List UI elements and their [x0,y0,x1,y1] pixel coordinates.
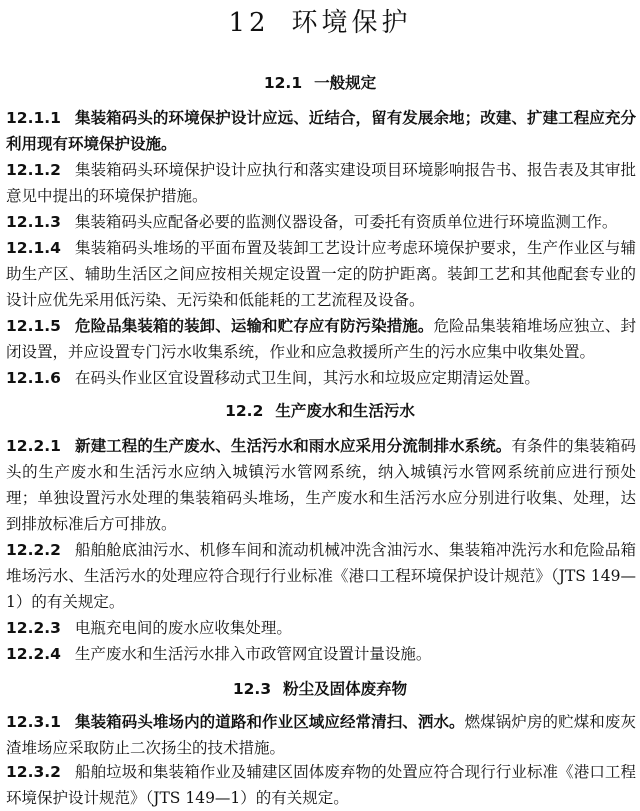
clause-bold-text: 新建工程的生产废水、生活污水和雨水应采用分流制排水系统。 [74,437,512,455]
section-title: 生产废水和生活污水 [275,402,415,420]
clause-number: 12.1.5 [6,317,61,335]
clause [6,365,636,391]
section-number: 12.1 [263,74,303,92]
clause-number: 12.1.4 [6,239,61,257]
clause-number: 12.2.4 [6,645,61,663]
clause [6,157,636,209]
section-title: 粉尘及固体废弃物 [283,680,408,698]
section-heading [0,71,640,93]
clause-text: 船舶垃圾和集装箱作业及辅建区固体废弃物的处置应符合现行行业标准《港口工程环境保护设计规范》（JTS 149—1）的有关规定。 [6,763,636,807]
chapter-number: 12 [228,8,270,38]
clause [6,759,636,811]
clause-number: 12.1.2 [6,161,61,179]
clause [6,235,636,313]
clause-number: 12.1.6 [6,369,61,387]
clause-bold-text: 集装箱码头的环境保护设计应远、近结合，留有发展余地；改建、扩建工程应充分利用现有环境保护设施。 [6,109,636,153]
clause [6,615,636,641]
clause-bold-text: 集装箱码头堆场内的道路和作业区域应经常清扫、洒水。 [74,713,465,731]
clause-text: 有条件的集装箱码头的生产废水和生活污水应纳入城镇污水管网系统，纳入城镇污水管网系统前应进行预处理；单独设置污水处理的集装箱码头堆场，生产废水和生活污水应分别进行收集、处理，达到排放标准后方可排放。 [6,437,636,533]
clause-number: 12.1.3 [6,213,61,231]
clause [6,709,636,761]
clause [6,313,636,365]
section-number: 12.2 [225,402,264,420]
clause-text: 集装箱码头环境保护设计应执行和落实建设项目环境影响报告书、报告表及其审批意见中提出的环境保护措施。 [6,161,636,205]
clause-number: 12.1.1 [6,109,61,127]
section-title: 一般规定 [314,74,377,92]
clause-text: 生产废水和生活污水排入市政管网宜设置计量设施。 [74,645,432,663]
chapter-title [0,2,640,39]
clause-number: 12.2.1 [6,437,61,455]
clause [6,105,636,157]
section-heading [0,677,640,699]
clause-text: 危险品集装箱堆场应独立、封闭设置，并应设置专门污水收集系统，作业和应急救援所产生的污水应集中收集处置。 [6,317,636,361]
section-heading [0,399,640,421]
clause-text: 在码头作业区宜设置移动式卫生间，其污水和垃圾应定期清运处置。 [74,369,540,387]
clause-text: 燃煤锅炉房的贮煤和废灰渣堆场应采取防止二次扬尘的技术措施。 [6,713,636,757]
clause [6,641,636,667]
clause-text: 船舶舱底油污水、机修车间和流动机械冲洗含油污水、集装箱冲洗污水和危险品箱堆场污水、生活污水的处理应符合现行行业标准《港口工程环境保护设计规范》（JTS 149—1）的有关规定。 [6,541,636,611]
clause-number: 12.2.2 [6,541,61,559]
clause-text: 集装箱码头堆场的平面布置及装卸工艺设计应考虑环境保护要求，生产作业区与辅助生产区、辅助生活区之间应按相关规定设置一定的防护距离。装卸工艺和其他配套专业的设计应优先采用低污染、无污染和低能耗的工艺流程及设备。 [6,239,636,309]
clause-text: 集装箱码头应配备必要的监测仪器设备，可委托有资质单位进行环境监测工作。 [74,213,618,231]
clause-number: 12.2.3 [6,619,61,637]
section-number: 12.3 [232,680,272,698]
chapter-title-text: 环境保护 [291,8,412,38]
clause [6,537,636,615]
clause [6,433,636,537]
clause-number: 12.3.1 [6,713,61,731]
clause-number: 12.3.2 [6,763,61,781]
clause-bold-text: 危险品集装箱的装卸、运输和贮存应有防污染措施。 [74,317,434,335]
clause-text: 电瓶充电间的废水应收集处理。 [74,619,292,637]
clause [6,209,636,235]
